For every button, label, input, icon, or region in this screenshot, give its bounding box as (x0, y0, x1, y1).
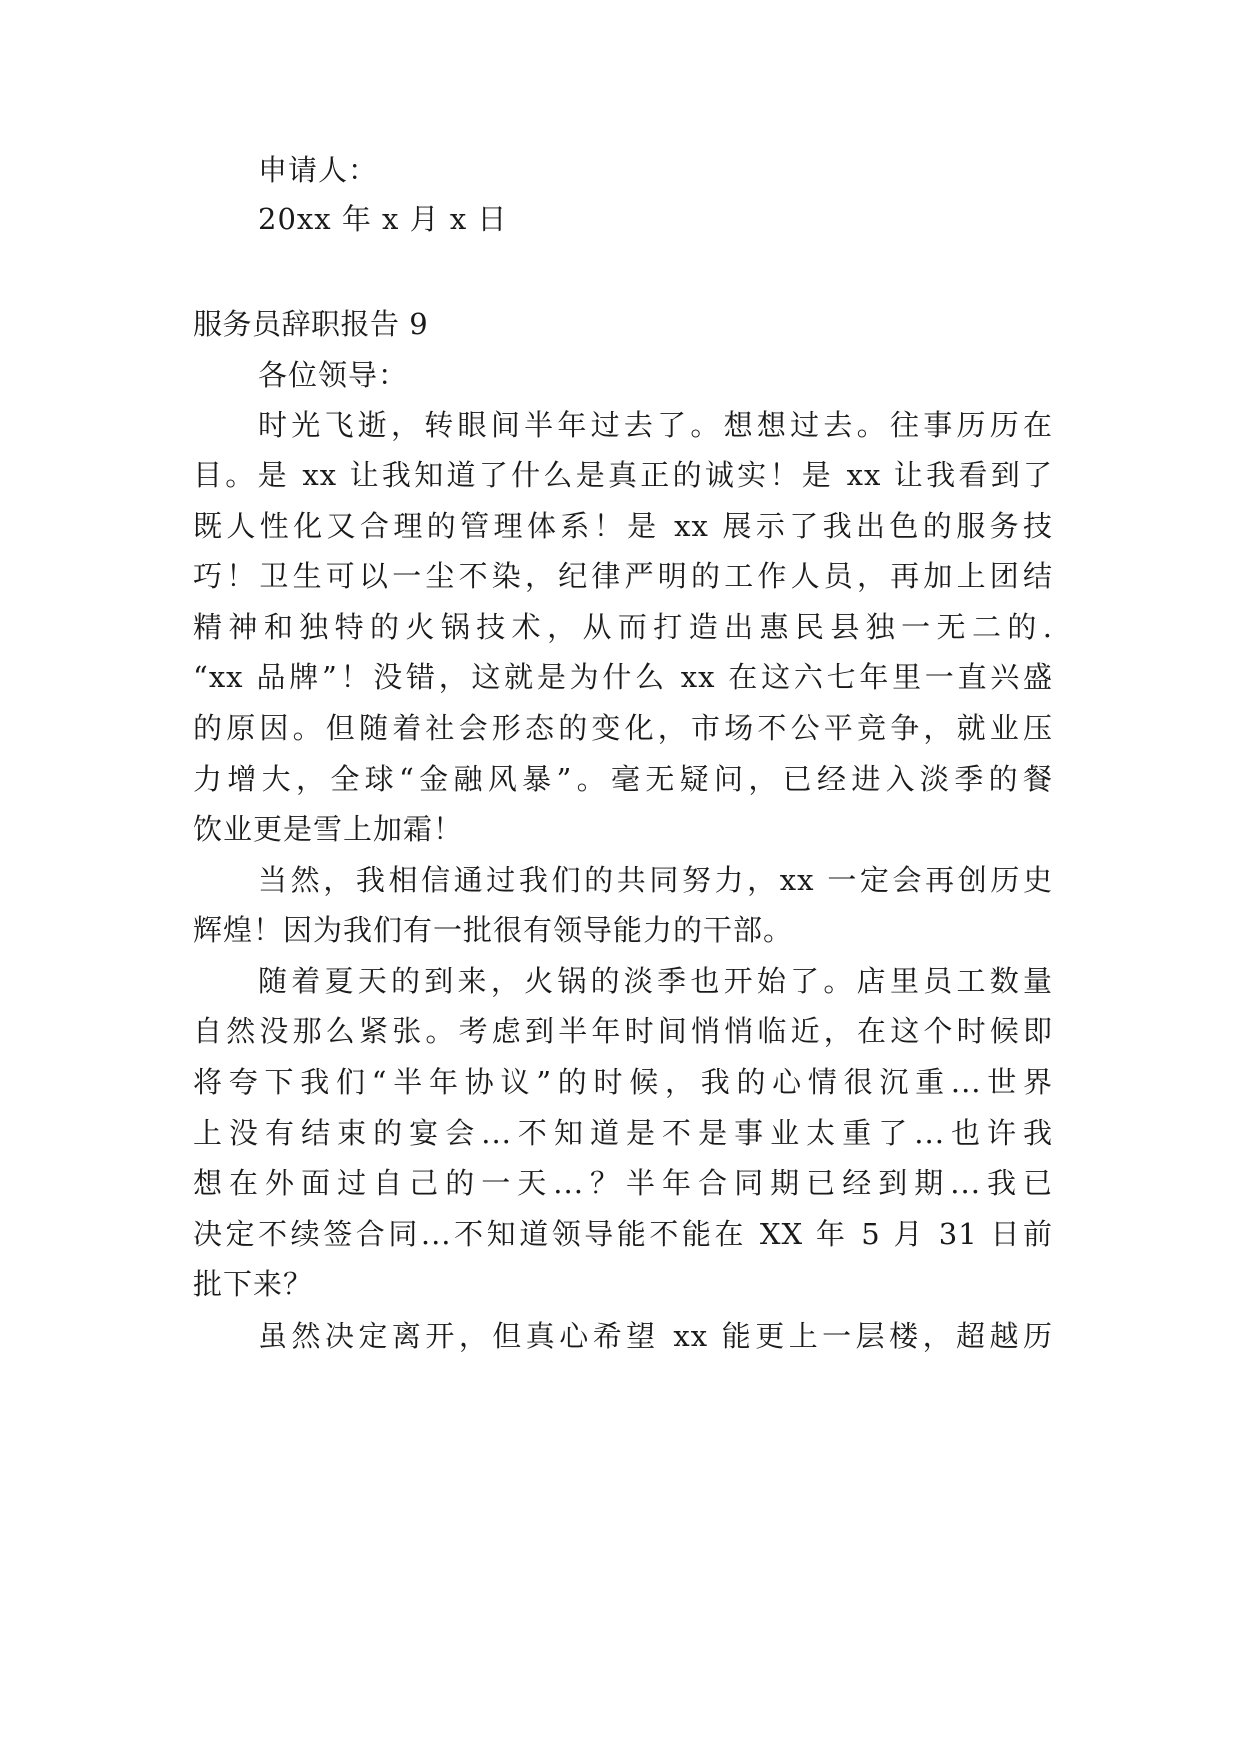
paragraph-3-line-5: 想在外面过自己的一天...？半年合同期已经到期...我已 (193, 1166, 1053, 1200)
paragraph-2-line-1: 当然，我相信通过我们的共同努力，xx 一定会再创历史 (258, 863, 1053, 897)
report-title: 服务员辞职报告 9 (193, 307, 429, 341)
paragraph-1-line-9: 饮业更是雪上加霜！ (193, 812, 464, 846)
paragraph-1-line-6: “xx 品牌”！没错，这就是为什么 xx 在这六七年里一直兴盛 (193, 660, 1053, 694)
paragraph-1-line-3: 既人性化又合理的管理体系！是 xx 展示了我出色的服务技 (193, 509, 1053, 543)
paragraph-2-line-2: 辉煌！因为我们有一批很有领导能力的干部。 (193, 913, 794, 947)
paragraph-3-line-6: 决定不续签合同...不知道领导能不能在 XX 年 5 月 31 日前 (193, 1217, 1053, 1251)
applicant-label: 申请人： (258, 153, 379, 187)
paragraph-3-line-7: 批下来？ (193, 1267, 314, 1301)
paragraph-1-line-4: 巧！卫生可以一尘不染，纪律严明的工作人员，再加上团结 (193, 559, 1053, 593)
paragraph-4-line-1: 虽然决定离开，但真心希望 xx 能更上一层楼，超越历 (258, 1319, 1053, 1353)
paragraph-1-line-8: 力增大，全球“金融风暴”。毫无疑问，已经进入淡季的餐 (193, 762, 1053, 796)
paragraph-1-line-5: 精神和独特的火锅技术，从而打造出惠民县独一无二的. (193, 610, 1053, 644)
paragraph-1-line-1: 时光飞逝，转眼间半年过去了。想想过去。往事历历在 (258, 408, 1053, 442)
signature-date: 20xx 年 x 月 x 日 (258, 202, 508, 236)
paragraph-3-line-2: 自然没那么紧张。考虑到半年时间悄悄临近，在这个时候即 (193, 1014, 1053, 1048)
paragraph-1-line-7: 的原因。但随着社会形态的变化，市场不公平竞争，就业压 (193, 711, 1053, 745)
paragraph-3-line-1: 随着夏天的到来，火锅的淡季也开始了。店里员工数量 (258, 964, 1053, 998)
paragraph-3-line-4: 上没有结束的宴会...不知道是不是事业太重了...也许我 (193, 1116, 1053, 1150)
salutation: 各位领导： (258, 358, 409, 392)
paragraph-1-line-2: 目。是 xx 让我知道了什么是真正的诚实！是 xx 让我看到了 (193, 458, 1053, 492)
paragraph-3-line-3: 将夸下我们“半年协议”的时候，我的心情很沉重...世界 (193, 1065, 1053, 1099)
